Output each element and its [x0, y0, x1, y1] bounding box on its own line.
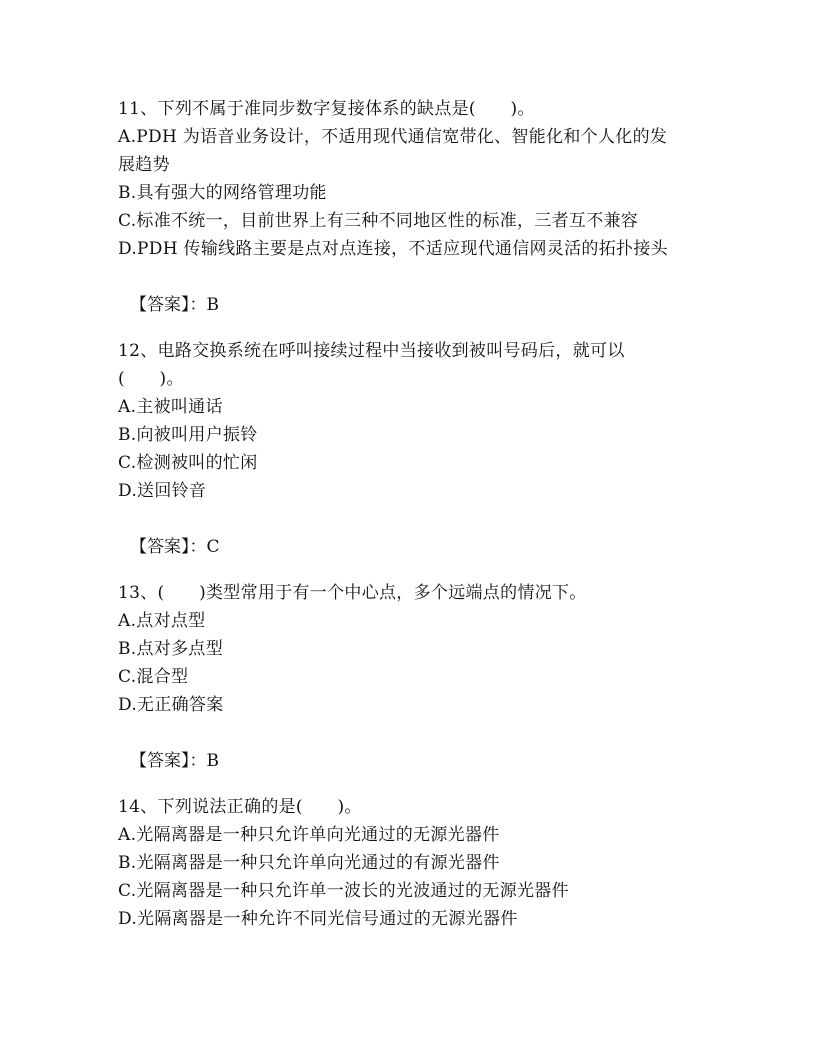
answer-label: 【答案】：B — [130, 751, 219, 771]
question-stem: 11、下列不属于准同步数字复接体系的缺点是( )。 — [118, 99, 535, 119]
option-d: D.光隔离器是一种允许不同光信号通过的无源光器件 — [118, 909, 518, 929]
question-stem: 13、( )类型常用于有一个中心点，多个远端点的情况下。 — [118, 583, 587, 603]
option-c: C.混合型 — [118, 667, 189, 687]
option-c: C.检测被叫的忙闲 — [118, 453, 258, 473]
option-b: B.光隔离器是一种只允许单向光通过的有源光器件 — [118, 853, 500, 873]
answer-label: 【答案】：B — [130, 295, 219, 315]
option-a: A.主被叫通话 — [118, 397, 223, 417]
option-c: C.光隔离器是一种只允许单一波长的光波通过的无源光器件 — [118, 881, 569, 901]
option-c: C.标准不统一，目前世界上有三种不同地区性的标准，三者互不兼容 — [118, 211, 639, 231]
question-stem: 14、下列说法正确的是( )。 — [118, 797, 362, 817]
question-12 — [118, 337, 718, 579]
question-13 — [118, 579, 718, 793]
option-d: D.送回铃音 — [118, 481, 207, 501]
question-stem-continued: ( )。 — [118, 369, 184, 389]
option-b: B.具有强大的网络管理功能 — [118, 183, 327, 203]
option-a-continued: 展趋势 — [118, 155, 170, 175]
option-b: B.点对多点型 — [118, 639, 223, 659]
option-d: D.PDH 传输线路主要是点对点连接，不适应现代通信网灵活的拓扑接头 — [118, 239, 668, 259]
answer-label: 【答案】：C — [130, 537, 220, 557]
document-page — [118, 95, 718, 933]
option-a: A.光隔离器是一种只允许单向光通过的无源光器件 — [118, 825, 500, 845]
question-stem: 12、电路交换系统在呼叫接续过程中当接收到被叫号码后，就可以 — [118, 341, 625, 361]
option-a: A.PDH 为语音业务设计，不适用现代通信宽带化、智能化和个人化的发 — [118, 127, 668, 147]
question-11 — [118, 95, 718, 337]
option-b: B.向被叫用户振铃 — [118, 425, 258, 445]
option-a: A.点对点型 — [118, 611, 206, 631]
question-14 — [118, 793, 718, 933]
option-d: D.无正确答案 — [118, 695, 224, 715]
